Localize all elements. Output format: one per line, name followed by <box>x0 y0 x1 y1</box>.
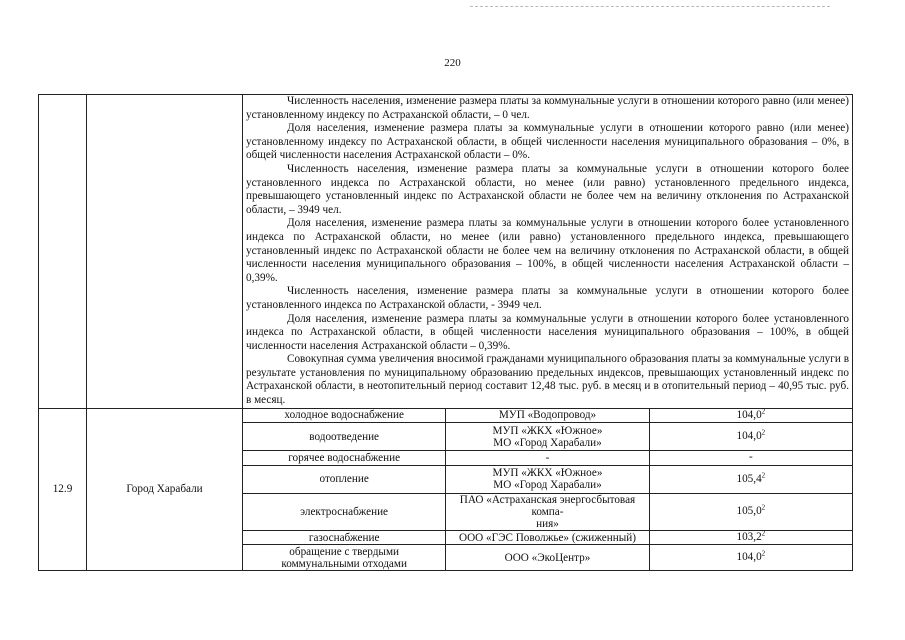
scan-edge-line <box>470 6 830 7</box>
table-row <box>39 95 853 409</box>
paragraph: Численность населения, изменение размера платы за коммунальные услуги в отношении которого равно (или менее) установленному индексу по Астраханской области, – 0 чел. <box>246 95 849 121</box>
service-provider: МУП «Водопровод» <box>446 408 649 423</box>
service-name: горячее водоснабжение <box>243 451 446 466</box>
tariff-index: 104,0$^2$ <box>649 408 852 423</box>
service-name: обращение с твердыми коммунальными отходами <box>243 545 446 571</box>
service-name: холодное водоснабжение <box>243 408 446 423</box>
tariff-index: 104,0$^2$ <box>649 423 852 451</box>
row-number: 12.9 <box>39 408 87 571</box>
row-number-empty <box>39 95 87 409</box>
page-number: 220 <box>444 57 461 69</box>
service-provider: МУП «ЖКХ «Южное» МО «Город Харабали» <box>446 465 649 493</box>
tariff-table <box>38 94 853 571</box>
service-provider: - <box>446 451 649 466</box>
paragraph: Численность населения, изменение размера платы за коммунальные услуги в отношении которого более установленного индекса по Астраханской области, но менее (или равно) установленного предельного индекса, превышающего установленный индекс по Астраханской области не более чем на величину отклонения по Астраханской области, – 3949 чел. <box>246 162 849 216</box>
service-name: водоотведение <box>243 423 446 451</box>
municipality-name: Город Харабали <box>87 408 243 571</box>
service-provider: ПАО «Астраханская энергосбытовая компа- ния» <box>446 493 649 530</box>
tariff-index: 104,0$^2$ <box>649 545 852 571</box>
paragraph: Совокупная сумма увеличения вносимой гражданами муниципального образования платы за коммунальные услуги в результате установления по муниципальному образованию предельных индексов, превышающих установленный индекс по Астраханской области, в неотопительный период составит 12,48 тыс. руб. в месяц и в отопительный период – 40,95 тыс. руб. в месяц. <box>246 353 849 407</box>
tariff-index: - <box>649 451 852 466</box>
paragraph: Численность населения, изменение размера платы за коммунальные услуги в отношении которого более установленного индекса по Астраханской области, - 3949 чел. <box>246 285 849 311</box>
service-name: газоснабжение <box>243 530 446 545</box>
paragraph: Доля населения, изменение размера платы за коммунальные услуги в отношении которого более установленного индекса по Астраханской области, но менее (или равно) установленного предельного индекса, превышающего установленный индекс по Астраханской области не более чем на величину отклонения по Астраханской области, в общей численности населения муниципального образования – 100%, в общей численности населения Астраханской области – 0,39%. <box>246 217 849 284</box>
tariff-index: 105,4$^2$ <box>649 465 852 493</box>
service-provider: ООО «ГЭС Поволжье» (сжиженный) <box>446 530 649 545</box>
service-provider: МУП «ЖКХ «Южное» МО «Город Харабали» <box>446 423 649 451</box>
table-row <box>39 408 853 423</box>
service-provider: ООО «ЭкоЦентр» <box>446 545 649 571</box>
tariff-index: 103,2$^2$ <box>649 530 852 545</box>
service-name: отопление <box>243 465 446 493</box>
population-summary <box>243 95 853 409</box>
service-name: электроснабжение <box>243 493 446 530</box>
municipality-empty <box>87 95 243 409</box>
paragraph: Доля населения, изменение размера платы за коммунальные услуги в отношении которого более установленного индекса по Астраханской области, в общей численности населения муниципального образования – 100%, в общей численности населения Астраханской области – 0,39%. <box>246 312 849 352</box>
paragraph: Доля населения, изменение размера платы за коммунальные услуги в отношении которого равно (или менее) установленному индексу по Астраханской области, в общей численности населения муниципального образования – 0%, в общей численности населения Астраханской области – 0%. <box>246 122 849 162</box>
tariff-index: 105,0$^2$ <box>649 493 852 530</box>
